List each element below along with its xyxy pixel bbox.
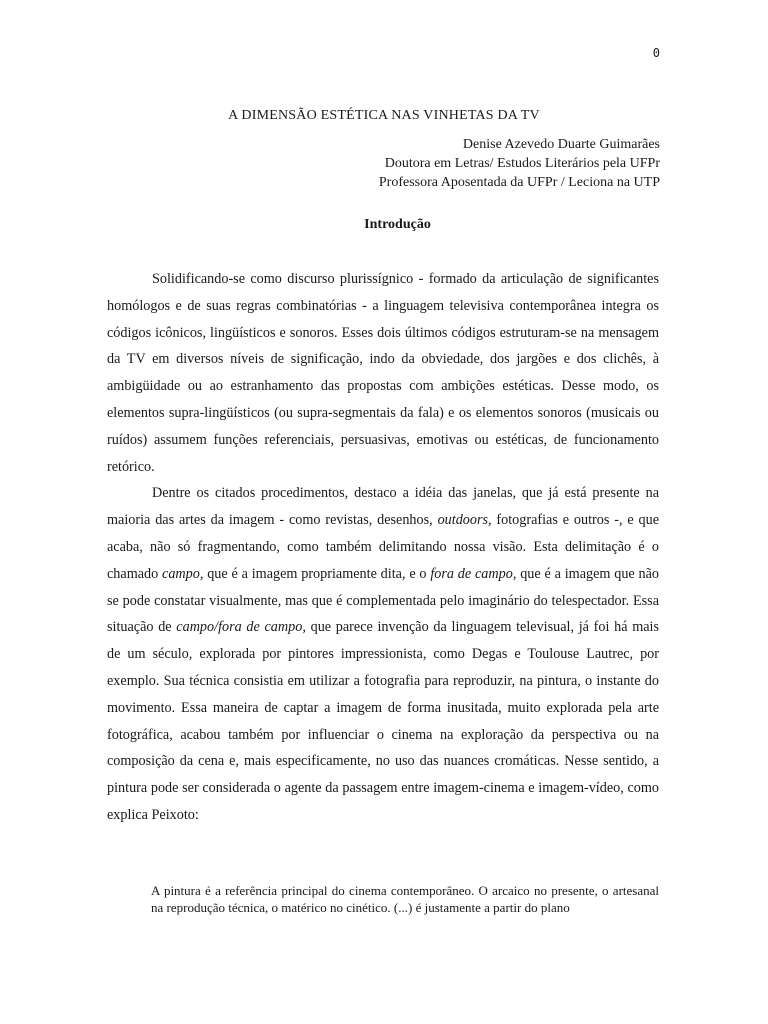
paragraph-1: Solidificando-se como discurso plurissígnico - formado da articulação de significantes homólogos e de suas regras combinatórias - a linguagem televisiva contemporânea integra os códigos icônicos, lingüísticos e sonoros. Esses dois últimos códigos estruturam-se na mensagem da TV em diversos níveis de significação, indo da obviedade, dos jargões e dos clichês, à ambigüidade ou ao estranhamento das propostas com ambições estéticas. Desse modo, os elementos supra-lingüísticos (ou supra-segmentais da fala) e os elementos sonoros (musicais ou ruídos) assumem funções referenciais, persuasivas, emotivas ou estéticas, de funcionamento retórico. xyxy=(107,271,659,475)
paragraph-2-text: Dentre os citados procedimentos, destaco a idéia das janelas, que já está presente na maioria das artes da imagem - como revistas, desenhos, xyxy=(107,485,659,529)
italic-term: fora de campo, xyxy=(430,565,517,582)
paragraph-2-text: que parece invenção da linguagem televisual, já foi há mais de um século, explorada por pintores impressionista, como Degas e Toulouse Lautrec, por exemplo. Sua técnica consistia em utilizar a fotografia para reproduzir, na pintura, o instante do movimento. Essa maneira de captar a imagem de forma inusitada, muito explorada pela arte fotográfica, acabou também por influenciar o cinema na exploração da perspectiva ou na composição da cena e, mais especificamente, no uso das nuances cromáticas. Nesse sentido, a pintura pode ser considerada o agente da passagem entre imagem-cinema e imagem-vídeo, como explica Peixoto: xyxy=(107,619,660,823)
author-credential: Doutora em Letras/ Estudos Literários pela UFPr xyxy=(384,156,660,171)
author-name: Denise Azevedo Duarte Guimarães xyxy=(462,137,660,152)
block-quote: A pintura é a referência principal do cinema contemporâneo. O arcaico no presente, o artesanal na reprodução técnica, o matérico no cinético. (...) é justamente a partir do plano xyxy=(151,883,659,915)
paragraph-2 xyxy=(107,480,659,828)
italic-term: outdoors, xyxy=(437,512,492,529)
body-text xyxy=(107,266,659,829)
author-block xyxy=(379,135,660,192)
document-title: A DIMENSÃO ESTÉTICA NAS VINHETAS DA TV xyxy=(228,108,540,123)
italic-term: campo/fora de campo, xyxy=(176,619,306,636)
italic-term: campo, xyxy=(162,565,204,582)
section-heading: Introdução xyxy=(364,217,431,232)
page-number: 0 xyxy=(652,46,660,60)
paragraph-2-text: que é a imagem propriamente dita, e o xyxy=(203,565,431,582)
paragraph-2-text: que é a imagem que não se pode constatar visualmente, mas que é complementada pelo imaginário do telespectador. Essa situação de xyxy=(107,565,660,636)
author-position: Professora Aposentada da UFPr / Leciona na UTP xyxy=(378,175,660,190)
paragraph-2-text: fotografias e outros -, e que acaba, não só fragmentando, como também delimitando nossa visão. Esta delimitação é o chamado xyxy=(107,512,659,582)
